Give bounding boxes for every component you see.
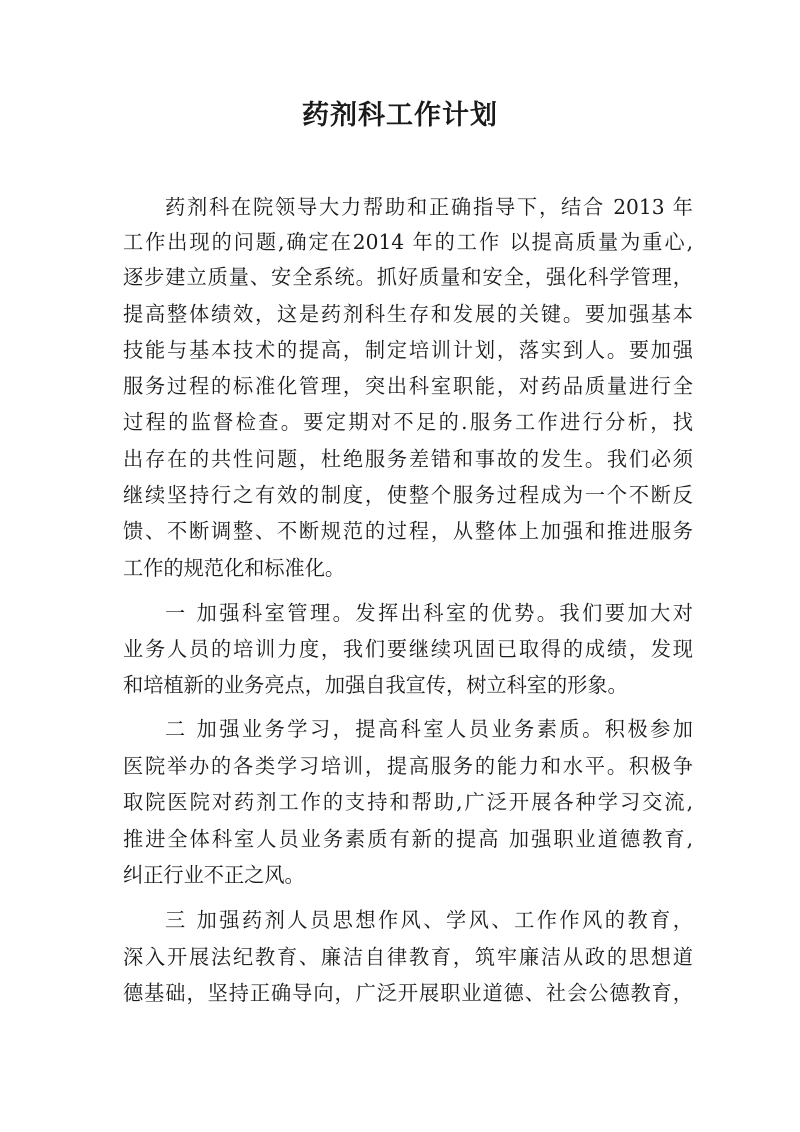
text-line: 提高整体绩效，这是药剂科生存和发展的关键。要加强基本 — [123, 302, 693, 326]
text-line: 药剂科在院领导大力帮助和正确指导下，结合 2013 年 — [165, 195, 693, 219]
text-line: 深入开展法纪教育、廉洁自律教育，筑牢廉洁从政的思想道 — [123, 945, 693, 969]
text-line: 和培植新的业务亮点，加强自我宣传，树立科室的形象。 — [123, 673, 628, 697]
text-line: 工作出现的问题,确定在2014 年的工作 以提高质量为重心, — [123, 230, 693, 254]
text-line: 取院医院对药剂工作的支持和帮助,广泛开展各种学习交流, — [123, 790, 693, 814]
text-line: 业务人员的培训力度，我们要继续巩固已取得的成绩，发现 — [123, 637, 693, 661]
text-line: 技能与基本技术的提高，制定培训计划，落实到人。要加强 — [123, 338, 693, 362]
text-line: 馈、不断调整、不断规范的过程，从整体上加强和推进服务 — [123, 519, 693, 543]
text-line: 逐步建立质量、安全系统。抓好质量和安全，强化科学管理， — [123, 265, 693, 289]
text-line: 服务过程的标准化管理，突出科室职能，对药品质量进行全 — [123, 374, 693, 398]
text-line: 德基础，坚持正确导向，广泛开展职业道德、社会公德教育， — [123, 981, 693, 1005]
text-line: 工作的规范化和标准化。 — [123, 556, 346, 580]
text-line: 二 加强业务学习，提高科室人员业务素质。积极参加 — [165, 717, 693, 741]
text-line: 过程的监督检查。要定期对不足的.服务工作进行分析，找 — [123, 410, 693, 434]
text-line: 三 加强药剂人员思想作风、学风、工作作风的教育， — [165, 908, 693, 932]
text-line: 推进全体科室人员业务素质有新的提高 加强职业道德教育, — [123, 827, 693, 851]
text-line: 医院举办的各类学习培训，提高服务的能力和水平。积极争 — [123, 754, 693, 778]
text-line: 继续坚持行之有效的制度，使整个服务过程成为一个不断反 — [123, 483, 693, 507]
document-title: 药剂科工作计划 — [302, 100, 498, 131]
text-line: 纠正行业不正之风。 — [123, 863, 305, 887]
text-line: 一 加强科室管理。发挥出科室的优势。我们要加大对 — [165, 601, 693, 625]
text-line: 出存在的共性问题，杜绝服务差错和事故的发生。我们必须 — [123, 447, 693, 471]
